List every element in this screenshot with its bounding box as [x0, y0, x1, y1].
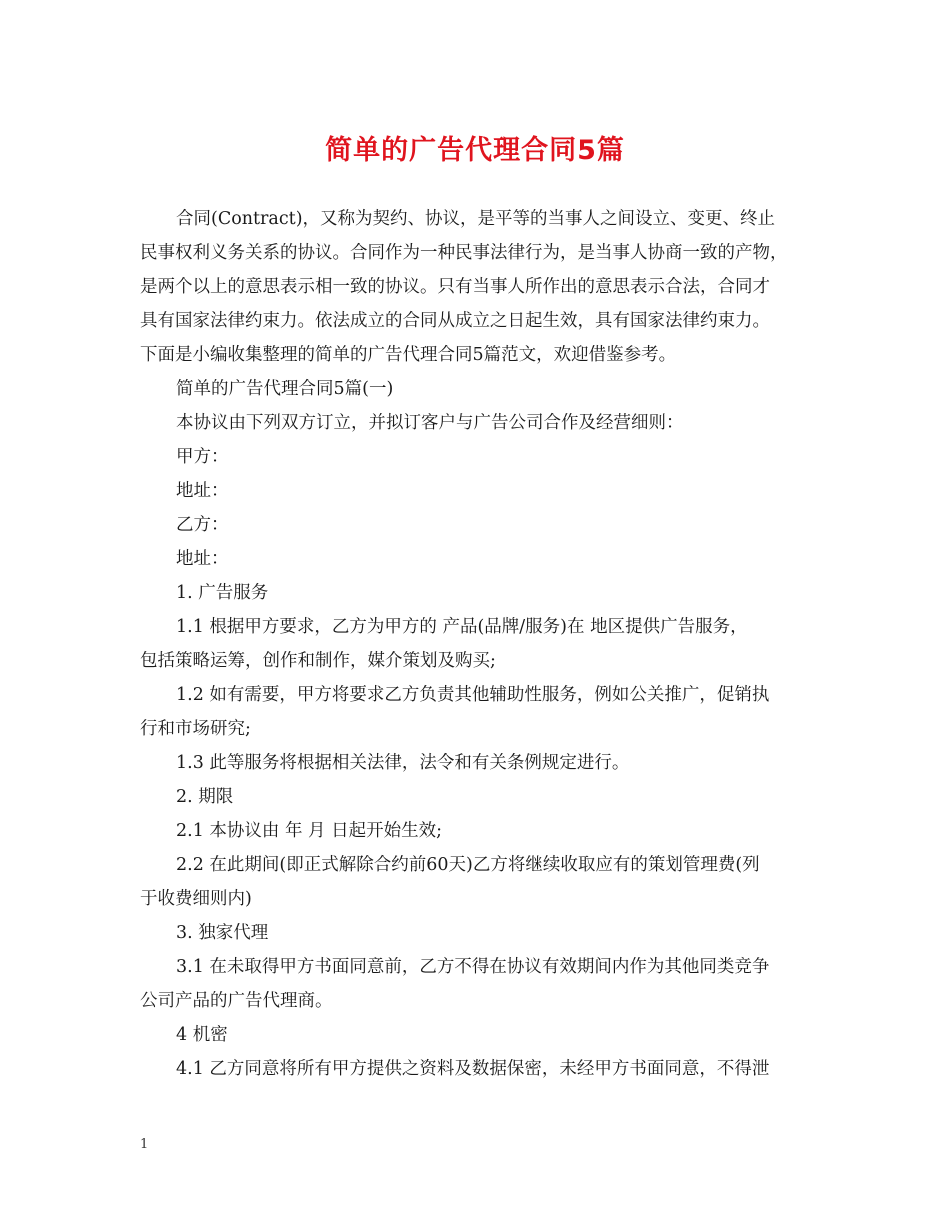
- paragraph: 3. 独家代理: [176, 923, 269, 943]
- paragraph: 2. 期限: [176, 787, 234, 807]
- paragraph: 合同(Contract)，又称为契约、协议，是平等的当事人之间设立、变更、终止: [176, 209, 776, 229]
- document-body: [140, 202, 820, 1086]
- paragraph: 简单的广告代理合同5篇(一): [176, 379, 394, 399]
- paragraph: 本协议由下列双方订立，并拟订客户与广告公司合作及经营细则：: [176, 413, 684, 433]
- paragraph-continuation: 公司产品的广告代理商。: [140, 991, 333, 1011]
- paragraph: 2.2 在此期间(即正式解除合约前60天)乙方将继续收取应有的策划管理费(列: [176, 855, 760, 875]
- paragraph: 地址：: [176, 481, 229, 501]
- paragraph: 2.1 本协议由 年 月 日起开始生效;: [176, 821, 442, 841]
- paragraph: 乙方：: [176, 515, 229, 535]
- paragraph: 1.2 如有需要，甲方将要求乙方负责其他辅助性服务，例如公关推广，促销执: [176, 685, 770, 705]
- paragraph-continuation: 行和市场研究;: [140, 719, 251, 739]
- paragraph: 地址：: [176, 549, 229, 569]
- paragraph-continuation: 于收费细则内): [140, 889, 252, 909]
- paragraph: 3.1 在未取得甲方书面同意前，乙方不得在协议有效期间内作为其他同类竞争: [176, 957, 770, 977]
- paragraph-continuation: 具有国家法律约束力。依法成立的合同从成立之日起生效，具有国家法律约束力。: [140, 311, 770, 331]
- paragraph: 1. 广告服务: [176, 583, 269, 603]
- paragraph: 4.1 乙方同意将所有甲方提供之资料及数据保密，未经甲方书面同意，不得泄: [176, 1059, 770, 1079]
- paragraph-continuation: 包括策略运筹，创作和制作，媒介策划及购买;: [140, 651, 496, 671]
- paragraph-continuation: 民事权利义务关系的协议。合同作为一种民事法律行为，是当事人协商一致的产物，: [140, 243, 788, 263]
- page-number: 1: [140, 1137, 149, 1152]
- paragraph: 4 机密: [176, 1025, 228, 1045]
- paragraph: 甲方：: [176, 447, 229, 467]
- paragraph-continuation: 是两个以上的意思表示相一致的协议。只有当事人所作出的意思表示合法，合同才: [140, 277, 770, 297]
- paragraph: 1.3 此等服务将根据相关法律，法令和有关条例规定进行。: [176, 753, 630, 773]
- paragraph-continuation: 下面是小编收集整理的简单的广告代理合同5篇范文，欢迎借鉴参考。: [140, 345, 677, 365]
- document-title: 简单的广告代理合同5篇: [325, 135, 625, 166]
- paragraph: 1.1 根据甲方要求，乙方为甲方的 产品(品牌/服务)在 地区提供广告服务，: [176, 617, 748, 637]
